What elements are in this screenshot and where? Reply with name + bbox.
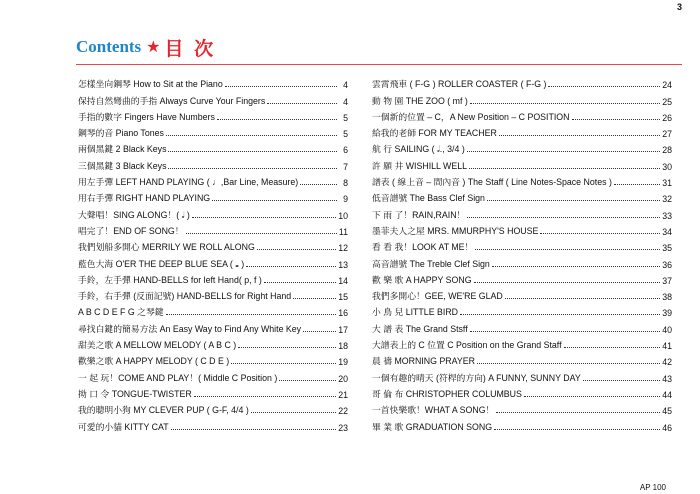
entry-title: 畢 業 歌 GRADUATION SONG — [372, 421, 493, 432]
entry-title: 甜美之歌 A MELLOW MELODY ( A B C ) — [78, 340, 237, 351]
entry-page: 35 — [662, 243, 672, 254]
dot-leader — [572, 119, 661, 120]
entry-title: 三個黑鍵 3 Black Keys — [78, 160, 167, 171]
dot-leader — [487, 200, 660, 201]
entry-title: 兩個黑鍵 2 Black Keys — [78, 144, 167, 155]
entry-page: 33 — [662, 210, 672, 221]
entry-title: 鋼琴的音 Piano Tones — [78, 128, 164, 139]
toc-entry — [372, 335, 672, 351]
dot-leader — [475, 249, 660, 250]
entry-title: 歡 樂 歌 A HAPPY SONG — [372, 274, 472, 285]
entry-page: 11 — [338, 226, 348, 237]
entry-page: 26 — [662, 112, 672, 123]
star-icon: ★ — [146, 37, 161, 56]
entry-page: 19 — [338, 357, 348, 368]
contents-left-column — [78, 74, 348, 433]
toc-entry — [78, 302, 348, 318]
dot-leader — [168, 168, 337, 169]
dot-leader — [499, 135, 660, 136]
toc-entry — [372, 270, 672, 286]
entry-title: 用左手彈 LEFT HAND PLAYING ( ♩,Bar Line, Measure) — [78, 177, 299, 188]
toc-entry — [78, 286, 348, 302]
entry-title: 藍色大海 O'ER THE DEEP BLUE SEA ( 𝅝 ) — [78, 258, 245, 269]
toc-entry — [372, 384, 672, 400]
entry-title: 一首快樂歌！WHAT A SONG！ — [372, 405, 495, 416]
entry-title: 我的聰明小狗 MY CLEVER PUP ( G-F, 4/4 ) — [78, 405, 249, 416]
entry-title: 一個新的位置 – C，A New Position – C POSITION — [372, 111, 570, 122]
entry-page: 18 — [338, 341, 348, 352]
entry-page: 12 — [338, 243, 348, 254]
toc-entry — [78, 172, 348, 188]
entry-page: 38 — [662, 292, 672, 303]
entry-page: 42 — [662, 357, 672, 368]
entry-title: 拗 口 令 TONGUE-TWISTER — [78, 388, 192, 399]
entry-title: 用右手彈 RIGHT HAND PLAYING — [78, 193, 211, 204]
toc-entry — [78, 318, 348, 334]
dot-leader — [474, 282, 661, 283]
entry-title: 哥 倫 布 CHRISTOPHER COLUMBUS — [372, 388, 522, 399]
entry-title: 看 看 我！LOOK AT ME！ — [372, 242, 474, 253]
entry-title: A B C D E F G 之琴鍵 — [78, 307, 164, 318]
dot-leader — [496, 412, 660, 413]
entry-page: 5 — [343, 112, 348, 123]
toc-entry — [78, 384, 348, 400]
entry-title: 墨菲夫人之屋 MRS. MMURPHY'S HOUSE — [372, 225, 539, 236]
entry-page: 16 — [338, 308, 348, 319]
toc-entry — [372, 123, 672, 139]
dot-leader — [238, 347, 336, 348]
entry-page: 21 — [338, 389, 348, 400]
entry-page: 8 — [343, 178, 348, 189]
dot-leader — [540, 233, 660, 234]
toc-entry — [372, 416, 672, 432]
dot-leader — [524, 396, 660, 397]
dot-leader — [467, 151, 660, 152]
entry-title: 我們多開心！GEE, WE'RE GLAD — [372, 291, 503, 302]
dot-leader — [166, 135, 337, 136]
entry-title: 保持自然彎曲的手指 Always Curve Your Fingers — [78, 95, 266, 106]
entry-title: 大 譜 表 The Grand Stsff — [372, 323, 468, 334]
entry-title: 低音譜號 The Bass Clef Sign — [372, 193, 485, 204]
entry-page: 23 — [338, 422, 348, 433]
title-chinese: 目 次 — [164, 37, 216, 60]
entry-title: 雲霄飛車 ( F-G ) ROLLER COASTER ( F-G ) — [372, 79, 547, 90]
entry-title: 高音譜號 The Treble Clef Sign — [372, 258, 490, 269]
entry-page: 5 — [343, 129, 348, 140]
dot-leader — [494, 429, 660, 430]
dot-leader — [171, 429, 337, 430]
toc-entry — [78, 204, 348, 220]
toc-entry — [372, 253, 672, 269]
footer-code: AP 100 — [639, 483, 666, 492]
header-rule — [76, 64, 682, 65]
dot-leader — [166, 314, 337, 315]
toc-entry — [78, 416, 348, 432]
dot-leader — [192, 217, 336, 218]
dot-leader — [470, 331, 661, 332]
dot-leader — [477, 363, 660, 364]
entry-page: 4 — [343, 96, 348, 107]
contents-right-column — [372, 74, 672, 433]
entry-page: 40 — [662, 324, 672, 335]
entry-page: 7 — [343, 161, 348, 172]
entry-page: 17 — [338, 324, 348, 335]
dot-leader — [583, 380, 661, 381]
toc-entry — [78, 90, 348, 106]
toc-entry — [372, 318, 672, 334]
entry-page: 22 — [338, 406, 348, 417]
toc-entry — [372, 155, 672, 171]
entry-page: 27 — [662, 129, 672, 140]
dot-leader — [217, 119, 337, 120]
toc-entry — [372, 367, 672, 383]
entry-page: 9 — [343, 194, 348, 205]
dot-leader — [212, 200, 337, 201]
toc-entry — [372, 237, 672, 253]
dot-leader — [470, 103, 660, 104]
toc-entry — [372, 188, 672, 204]
entry-page: 31 — [662, 178, 672, 189]
dot-leader — [194, 396, 336, 397]
entry-page: 44 — [662, 389, 672, 400]
toc-entry — [78, 367, 348, 383]
entry-title: 唱完了！END OF SONG！ — [78, 225, 184, 236]
entry-page: 20 — [338, 373, 348, 384]
dot-leader — [469, 168, 660, 169]
dot-leader — [264, 282, 336, 283]
entry-title: 大譜表上的 C 位置 C Position on the Grand Staff — [372, 340, 562, 351]
toc-entry — [78, 188, 348, 204]
entry-page: 10 — [338, 210, 348, 221]
toc-entry — [78, 237, 348, 253]
entry-page: 45 — [662, 406, 672, 417]
toc-entry — [78, 139, 348, 155]
dot-leader — [279, 380, 336, 381]
dot-leader — [267, 103, 337, 104]
toc-entry — [372, 221, 672, 237]
dot-leader — [168, 151, 337, 152]
toc-entry — [78, 351, 348, 367]
entry-page: 6 — [343, 145, 348, 156]
toc-entry — [78, 335, 348, 351]
toc-entry — [372, 204, 672, 220]
entry-title: 給我的老師 FOR MY TEACHER — [372, 128, 497, 139]
dot-leader — [246, 266, 336, 267]
entry-page: 41 — [662, 341, 672, 352]
dot-leader — [505, 298, 660, 299]
entry-page: 43 — [662, 373, 672, 384]
toc-entry — [372, 172, 672, 188]
dot-leader — [564, 347, 661, 348]
toc-entry — [78, 74, 348, 90]
dot-leader — [300, 184, 337, 185]
dot-leader — [257, 249, 336, 250]
entry-page: 24 — [662, 80, 672, 91]
dot-leader — [614, 184, 660, 185]
page-number: 3 — [676, 2, 682, 12]
entry-page: 13 — [338, 259, 348, 270]
entry-title: 航 行 SAILING ( 𝅗𝅥., 3/4 ) — [372, 144, 465, 155]
dot-leader — [231, 363, 336, 364]
entry-page: 39 — [662, 308, 672, 319]
entry-page: 36 — [662, 259, 672, 270]
contents-header — [76, 30, 215, 64]
dot-leader — [467, 217, 660, 218]
entry-title: 下 雨 了！RAIN,RAIN！ — [372, 209, 466, 220]
toc-entry — [78, 253, 348, 269]
toc-entry — [372, 139, 672, 155]
toc-entry — [372, 107, 672, 123]
entry-title: 可愛的小貓 KITTY CAT — [78, 421, 169, 432]
dot-leader — [460, 314, 660, 315]
entry-title: 許 願 井 WISHILL WELL — [372, 160, 467, 171]
title-english: Contents — [76, 37, 142, 56]
dot-leader — [251, 412, 336, 413]
entry-title: 小 鳥 兒 LITTLE BIRD — [372, 307, 459, 318]
dot-leader — [548, 86, 660, 87]
entry-page: 37 — [662, 275, 672, 286]
entry-title: 我們划船多開心 MERRILY WE ROLL ALONG — [78, 242, 255, 253]
entry-title: 一個有趣的晴天 (符桿的方向) A FUNNY, SUNNY DAY — [372, 372, 581, 383]
toc-entry — [372, 351, 672, 367]
entry-page: 46 — [662, 422, 672, 433]
dot-leader — [186, 233, 337, 234]
toc-entry — [78, 155, 348, 171]
entry-page: 32 — [662, 194, 672, 205]
toc-entry — [372, 400, 672, 416]
entry-page: 25 — [662, 96, 672, 107]
toc-entry — [372, 90, 672, 106]
entry-title: 手指的數字 Fingers Have Numbers — [78, 111, 215, 122]
entry-page: 34 — [662, 226, 672, 237]
entry-page: 30 — [662, 161, 672, 172]
toc-entry — [78, 123, 348, 139]
entry-title: 一 起 玩！COME AND PLAY！( Middle C Position ) — [78, 372, 278, 383]
toc-entry — [78, 400, 348, 416]
dot-leader — [225, 86, 337, 87]
entry-title: 晨 禱 MORNING PRAYER — [372, 356, 475, 367]
entry-page: 28 — [662, 145, 672, 156]
toc-entry — [78, 270, 348, 286]
entry-title: 怎樣坐向鋼琴 How to Sit at the Piano — [78, 79, 223, 90]
entry-title: 尋找白鍵的簡易方法 An Easy Way to Find Any White Key — [78, 323, 302, 334]
toc-entry — [372, 74, 672, 90]
entry-title: 歡樂之歌 A HAPPY MELODY ( C D E ) — [78, 356, 230, 367]
toc-entry — [78, 221, 348, 237]
entry-page: 15 — [338, 292, 348, 303]
entry-page: 14 — [338, 275, 348, 286]
entry-title: 手鈴，左手彈 HAND-BELLS for left Hand( p, f ) — [78, 274, 262, 285]
entry-title: 大聲唱！SING ALONG！( 𝅗𝅥 ) — [78, 209, 190, 220]
entry-title: 動 物 園 THE ZOO ( mf ) — [372, 95, 468, 106]
dot-leader — [303, 331, 336, 332]
toc-entry — [372, 286, 672, 302]
dot-leader — [492, 266, 660, 267]
entry-title: 譜表 ( 線上音 – 間內音 ) The Staff ( Line Notes-Space Notes ) — [372, 177, 612, 188]
dot-leader — [293, 298, 336, 299]
toc-entry — [372, 302, 672, 318]
toc-entry — [78, 107, 348, 123]
entry-page: 4 — [343, 80, 348, 91]
entry-title: 手鈴，右手彈 (反面記號) HAND-BELLS for Right Hand — [78, 291, 292, 302]
